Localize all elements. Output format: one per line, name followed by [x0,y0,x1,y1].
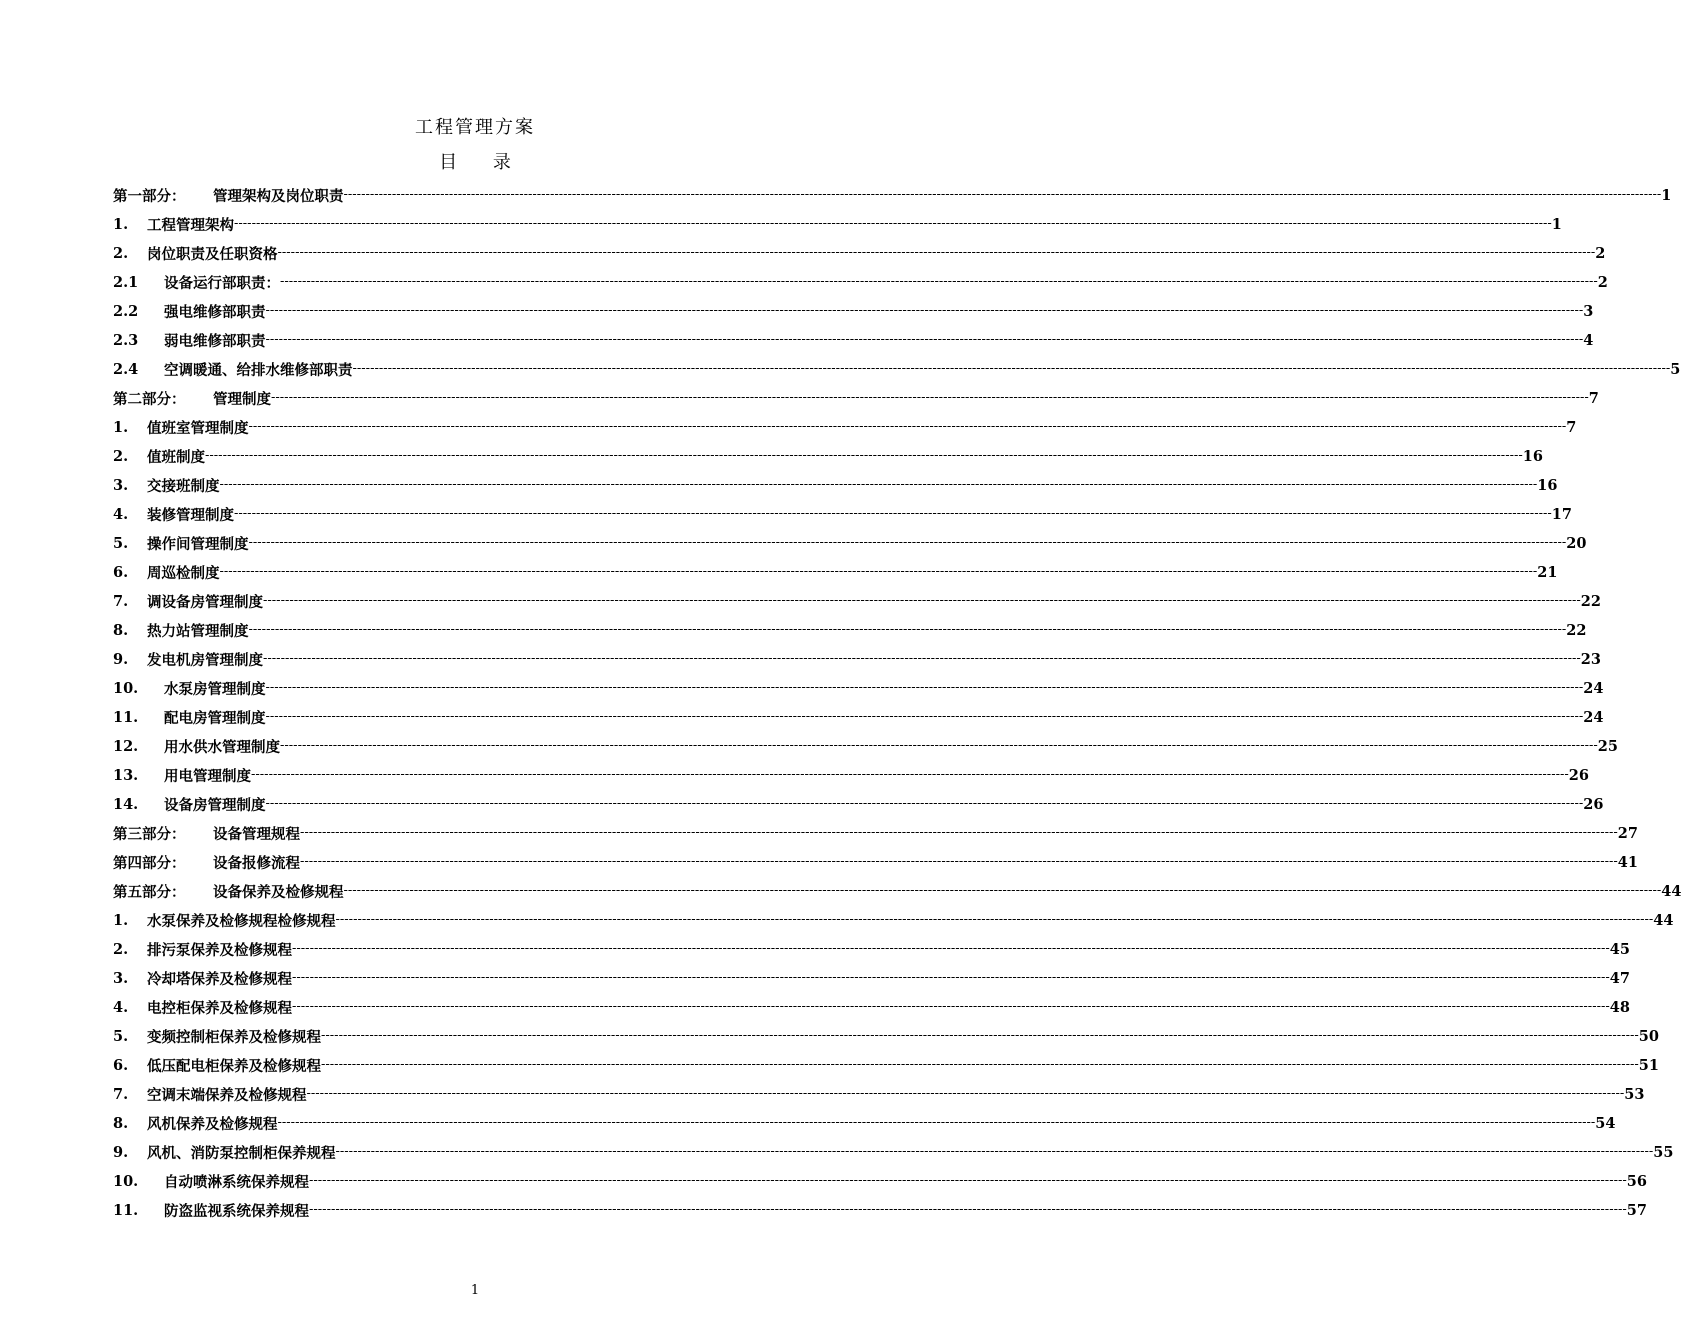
toc-entry[interactable] [113,993,1630,1022]
toc-entry[interactable] [113,964,1630,993]
toc-entry-page: 22 [1580,593,1601,610]
toc-entry-page: 24 [1583,680,1604,697]
toc-entry-label: 装修管理制度 [147,507,234,524]
toc-entry-number: 10. [113,680,139,697]
toc-entry-number: 2. [113,448,129,465]
toc-entry[interactable] [113,1167,1647,1196]
toc-entry-page: 16 [1522,448,1543,465]
toc-dot-leader: ------------------------------------------------------------------------------------------------------------------------------------------------------------------------------------------------------------------------------------------------------------------------------------------------------------ [265,303,1584,318]
toc-entry-number: 6. [113,564,129,581]
toc-dot-leader: ------------------------------------------------------------------------------------------------------------------------------------------------------------------------------------------------------------------------------------------------------------------------------------------------------------ [248,535,1567,550]
toc-entry-number: 2. [113,245,129,262]
toc-dot-leader: ------------------------------------------------------------------------------------------------------------------------------------------------------------------------------------------------------------------------------------------------------------------------------------------------------------ [271,390,1589,405]
toc-entry-label: 调设备房管理制度 [147,594,263,611]
toc-entry-page: 2 [1595,245,1606,262]
toc-dot-leader: ------------------------------------------------------------------------------------------------------------------------------------------------------------------------------------------------------------------------------------------------------------------------------------------------------------ [265,680,1584,695]
toc-entry-page: 26 [1568,767,1589,784]
toc-entry-number: 第三部分： [113,826,186,843]
toc-entry-label: 水泵保养及检修规程检修规程 [147,913,336,930]
toc-entry-number: 第四部分： [113,855,186,872]
toc-entry-label: 强电维修部职责 [164,304,266,321]
toc-entry[interactable] [113,1022,1659,1051]
toc-entry-page: 24 [1583,709,1604,726]
toc-entry[interactable] [113,471,1558,500]
toc-entry[interactable] [113,1196,1647,1225]
toc-dot-leader: ------------------------------------------------------------------------------------------------------------------------------------------------------------------------------------------------------------------------------------------------------------------------------------------------------------ [219,564,1538,579]
toc-entry-number: 1. [113,216,129,233]
toc-entry-label: 设备运行部职责： [164,275,280,292]
toc-dot-leader: ------------------------------------------------------------------------------------------------------------------------------------------------------------------------------------------------------------------------------------------------------------------------------------------------------------ [277,245,1596,260]
toc-entry-label: 岗位职责及任职资格 [147,246,278,263]
toc-dot-leader: ------------------------------------------------------------------------------------------------------------------------------------------------------------------------------------------------------------------------------------------------------------------------------------------------------------ [321,1028,1639,1043]
toc-entry-page: 51 [1638,1057,1659,1074]
toc-dot-leader: ------------------------------------------------------------------------------------------------------------------------------------------------------------------------------------------------------------------------------------------------------------------------------------------------------------ [248,622,1567,637]
toc-entry-page: 26 [1583,796,1604,813]
toc-dot-leader: ------------------------------------------------------------------------------------------------------------------------------------------------------------------------------------------------------------------------------------------------------------------------------------------------------------ [292,941,1610,956]
toc-dot-leader: ------------------------------------------------------------------------------------------------------------------------------------------------------------------------------------------------------------------------------------------------------------------------------------------------------------ [265,796,1584,811]
toc-dot-leader: ------------------------------------------------------------------------------------------------------------------------------------------------------------------------------------------------------------------------------------------------------------------------------------------------------------ [265,709,1584,724]
toc-entry-label: 空调末端保养及检修规程 [147,1087,307,1104]
toc-entry[interactable] [113,529,1587,558]
toc-entry[interactable] [113,761,1589,790]
toc-entry-label: 电控柜保养及检修规程 [147,1000,292,1017]
toc-entry-label: 排污泵保养及检修规程 [147,942,292,959]
toc-entry-number: 4. [113,999,129,1016]
toc-entry-page: 48 [1609,999,1630,1016]
toc-entry-label: 热力站管理制度 [147,623,249,640]
toc-entry-page: 4 [1583,332,1594,349]
toc-entry-page: 7 [1566,419,1577,436]
toc-dot-leader: ------------------------------------------------------------------------------------------------------------------------------------------------------------------------------------------------------------------------------------------------------------------------------------------------------------ [234,216,1552,231]
toc-entry[interactable] [113,848,1638,877]
toc-entry-number: 7. [113,593,129,610]
toc-entry-label: 设备房管理制度 [164,797,266,814]
toc-entry-label: 用电管理制度 [164,768,251,785]
toc-entry-page: 20 [1566,535,1587,552]
toc-entry[interactable] [113,906,1674,935]
toc-entry-number: 2. [113,941,129,958]
toc-entry-number: 9. [113,1144,129,1161]
toc-entry-label: 工程管理架构 [147,217,234,234]
toc-entry-label: 设备管理规程 [213,826,300,843]
toc-entry-label: 管理架构及岗位职责 [213,188,344,205]
toc-entry-page: 47 [1609,970,1630,987]
toc-entry-label: 周巡检制度 [147,565,220,582]
toc-entry-label: 交接班制度 [147,478,220,495]
toc-entry-page: 57 [1626,1202,1647,1219]
toc-entry-page: 1 [1551,216,1562,233]
toc-entry-number: 2.4 [113,361,139,378]
toc-entry-number: 5. [113,1028,129,1045]
toc-entry-page: 25 [1597,738,1618,755]
toc-entry-label: 设备保养及检修规程 [213,884,344,901]
toc-entry-number: 8. [113,622,129,639]
toc-dot-leader: ------------------------------------------------------------------------------------------------------------------------------------------------------------------------------------------------------------------------------------------------------------------------------------------------------------ [280,738,1598,753]
toc-dot-leader: ------------------------------------------------------------------------------------------------------------------------------------------------------------------------------------------------------------------------------------------------------------------------------------------------------------ [205,448,1523,463]
toc-entry-number: 8. [113,1115,129,1132]
toc-entry[interactable] [113,268,1608,297]
toc-entry-label: 管理制度 [213,391,271,408]
toc-entry[interactable] [113,413,1577,442]
toc-entry-number: 2.2 [113,303,139,320]
toc-entry-page: 21 [1537,564,1558,581]
toc-entry-page: 7 [1588,390,1599,407]
toc-entry[interactable] [113,500,1572,529]
toc-heading: 目 录 [439,152,511,173]
toc-entry-number: 3. [113,970,129,987]
toc-dot-leader: ------------------------------------------------------------------------------------------------------------------------------------------------------------------------------------------------------------------------------------------------------------------------------------------------------------ [335,1144,1654,1159]
toc-dot-leader: ------------------------------------------------------------------------------------------------------------------------------------------------------------------------------------------------------------------------------------------------------------------------------------------------------------ [265,332,1584,347]
toc-dot-leader: ------------------------------------------------------------------------------------------------------------------------------------------------------------------------------------------------------------------------------------------------------------------------------------------------------------ [352,361,1671,376]
toc-entry[interactable] [113,703,1604,732]
toc-entry-number: 第一部分： [113,188,186,205]
toc-dot-leader: ------------------------------------------------------------------------------------------------------------------------------------------------------------------------------------------------------------------------------------------------------------------------------------------------------------ [234,506,1552,521]
toc-entry-page: 50 [1638,1028,1659,1045]
toc-entry-label: 发电机房管理制度 [147,652,263,669]
toc-entry[interactable] [113,1080,1645,1109]
toc-entry-label: 防盗监视系统保养规程 [164,1203,309,1220]
toc-entry-page: 27 [1617,825,1638,842]
toc-entry-label: 自动喷淋系统保养规程 [164,1174,309,1191]
toc-dot-leader: ------------------------------------------------------------------------------------------------------------------------------------------------------------------------------------------------------------------------------------------------------------------------------------------------------------ [248,419,1567,434]
toc-dot-leader: ------------------------------------------------------------------------------------------------------------------------------------------------------------------------------------------------------------------------------------------------------------------------------------------------------------ [321,1057,1639,1072]
toc-entry-page: 23 [1580,651,1601,668]
toc-dot-leader: ------------------------------------------------------------------------------------------------------------------------------------------------------------------------------------------------------------------------------------------------------------------------------------------------------------ [219,477,1538,492]
toc-entry[interactable] [113,645,1601,674]
toc-entry-label: 用水供水管理制度 [164,739,280,756]
toc-entry-page: 41 [1617,854,1638,871]
toc-entry-number: 3. [113,477,129,494]
toc-entry-page: 2 [1597,274,1608,291]
toc-dot-leader: ------------------------------------------------------------------------------------------------------------------------------------------------------------------------------------------------------------------------------------------------------------------------------------------------------------ [306,1086,1625,1101]
toc-entry[interactable] [113,558,1558,587]
toc-entry-label: 值班制度 [147,449,205,466]
toc-entry-label: 水泵房管理制度 [164,681,266,698]
toc-dot-leader: ------------------------------------------------------------------------------------------------------------------------------------------------------------------------------------------------------------------------------------------------------------------------------------------------------------ [277,1115,1596,1130]
toc-entry-label: 低压配电柜保养及检修规程 [147,1058,321,1075]
toc-entry[interactable] [113,384,1599,413]
toc-dot-leader: ------------------------------------------------------------------------------------------------------------------------------------------------------------------------------------------------------------------------------------------------------------------------------------------------------------ [292,999,1610,1014]
toc-dot-leader: ------------------------------------------------------------------------------------------------------------------------------------------------------------------------------------------------------------------------------------------------------------------------------------------------------------ [251,767,1569,782]
toc-entry[interactable] [113,587,1601,616]
toc-entry-page: 54 [1595,1115,1616,1132]
toc-entry[interactable] [113,1138,1674,1167]
toc-entry-number: 5. [113,535,129,552]
toc-entry-label: 设备报修流程 [213,855,300,872]
toc-entry-number: 第二部分： [113,391,186,408]
toc-dot-leader: ------------------------------------------------------------------------------------------------------------------------------------------------------------------------------------------------------------------------------------------------------------------------------------------------------------ [335,912,1654,927]
toc-entry-label: 风机保养及检修规程 [147,1116,278,1133]
toc-entry-label: 操作间管理制度 [147,536,249,553]
toc-dot-leader: ------------------------------------------------------------------------------------------------------------------------------------------------------------------------------------------------------------------------------------------------------------------------------------------------------------ [263,593,1581,608]
toc-entry-number: 11. [113,709,139,726]
toc-dot-leader: ------------------------------------------------------------------------------------------------------------------------------------------------------------------------------------------------------------------------------------------------------------------------------------------------------------ [280,274,1598,289]
toc-entry-page: 3 [1583,303,1594,320]
toc-entry[interactable] [113,819,1638,848]
toc-dot-leader: ------------------------------------------------------------------------------------------------------------------------------------------------------------------------------------------------------------------------------------------------------------------------------------------------------------ [300,825,1618,840]
toc-entry-label: 配电房管理制度 [164,710,266,727]
toc-dot-leader: ------------------------------------------------------------------------------------------------------------------------------------------------------------------------------------------------------------------------------------------------------------------------------------------------------------ [343,883,1662,898]
toc-entry-number: 9. [113,651,129,668]
toc-entry-page: 56 [1626,1173,1647,1190]
toc-entry-page: 5 [1670,361,1681,378]
toc-entry[interactable] [113,355,1681,384]
toc-entry[interactable] [113,674,1604,703]
toc-dot-leader: ------------------------------------------------------------------------------------------------------------------------------------------------------------------------------------------------------------------------------------------------------------------------------------------------------------ [292,970,1610,985]
toc-entry-number: 10. [113,1173,139,1190]
toc-dot-leader: ------------------------------------------------------------------------------------------------------------------------------------------------------------------------------------------------------------------------------------------------------------------------------------------------------------ [343,187,1662,202]
toc-entry-label: 值班室管理制度 [147,420,249,437]
toc-entry-label: 空调暖通、给排水维修部职责 [164,362,353,379]
toc-dot-leader: ------------------------------------------------------------------------------------------------------------------------------------------------------------------------------------------------------------------------------------------------------------------------------------------------------------ [263,651,1581,666]
toc-entry-number: 13. [113,767,139,784]
toc-entry-number: 7. [113,1086,129,1103]
toc-entry-page: 45 [1609,941,1630,958]
toc-entry-number: 14. [113,796,139,813]
toc-entry-label: 冷却塔保养及检修规程 [147,971,292,988]
toc-entry-page: 44 [1653,912,1674,929]
toc-entry[interactable] [113,297,1594,326]
toc-entry-number: 1. [113,912,129,929]
toc-entry[interactable] [113,239,1606,268]
toc-entry-number: 12. [113,738,139,755]
toc-dot-leader: ------------------------------------------------------------------------------------------------------------------------------------------------------------------------------------------------------------------------------------------------------------------------------------------------------------ [300,854,1618,869]
toc-entry-number: 2.1 [113,274,139,291]
toc-entry[interactable] [113,732,1618,761]
toc-entry-number: 2.3 [113,332,139,349]
toc-entry[interactable] [113,935,1630,964]
toc-entry-page: 17 [1551,506,1572,523]
toc-entry-number: 1. [113,419,129,436]
page-number: 1 [470,1283,480,1298]
toc-entry-label: 变频控制柜保养及检修规程 [147,1029,321,1046]
toc-entry[interactable] [113,181,1672,210]
toc-entry-page: 22 [1566,622,1587,639]
toc-entry[interactable] [113,1109,1616,1138]
toc-entry-number: 11. [113,1202,139,1219]
toc-dot-leader: ------------------------------------------------------------------------------------------------------------------------------------------------------------------------------------------------------------------------------------------------------------------------------------------------------------ [309,1202,1627,1217]
toc-entry-number: 4. [113,506,129,523]
toc-entry[interactable] [113,877,1681,906]
toc-entry-number: 第五部分： [113,884,186,901]
toc-entry[interactable] [113,442,1543,471]
toc-entry-page: 55 [1653,1144,1674,1161]
toc-entry[interactable] [113,210,1562,239]
document-title: 工程管理方案 [415,117,535,138]
toc-entry-page: 44 [1661,883,1681,900]
toc-entry-page: 53 [1624,1086,1645,1103]
toc-entry[interactable] [113,790,1604,819]
toc-entry-label: 弱电维修部职责 [164,333,266,350]
toc-dot-leader: ------------------------------------------------------------------------------------------------------------------------------------------------------------------------------------------------------------------------------------------------------------------------------------------------------------ [309,1173,1627,1188]
toc-entry-page: 16 [1537,477,1558,494]
table-of-contents [113,181,1681,1225]
toc-entry-page: 1 [1661,187,1672,204]
toc-entry-number: 6. [113,1057,129,1074]
toc-entry[interactable] [113,1051,1659,1080]
toc-entry[interactable] [113,326,1594,355]
toc-entry[interactable] [113,616,1587,645]
toc-entry-label: 风机、消防泵控制柜保养规程 [147,1145,336,1162]
